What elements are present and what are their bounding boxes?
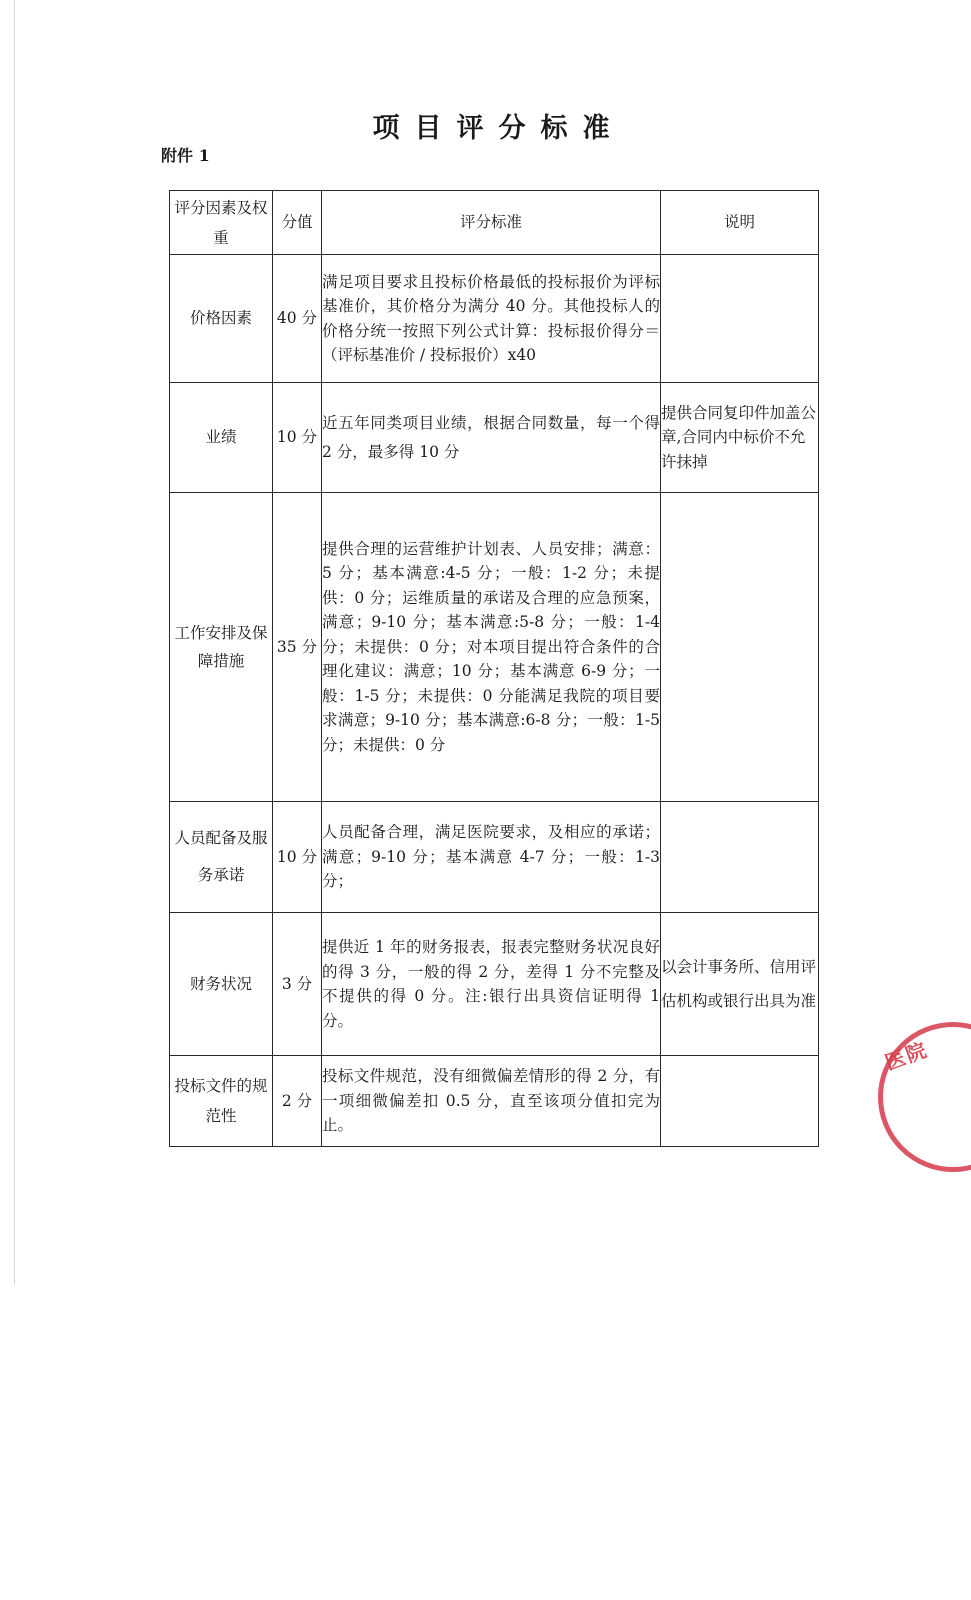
- note-cell: 提供合同复印件加盖公章,合同内中标价不允许抹掉: [661, 383, 819, 493]
- factor-cell: 工作安排及保障措施: [170, 493, 273, 802]
- note-cell: [661, 802, 819, 913]
- factor-cell: 业绩: [170, 383, 273, 493]
- scoring-criteria-table: [169, 190, 819, 1147]
- standard-cell: 提供近 1 年的财务报表，报表完整财务状况良好的得 3 分，一般的得 2 分，差得 1 分不完整及不提供的得 0 分。注:银行出具资信证明得 1 分。: [322, 913, 661, 1056]
- header-standard: 评分标准: [322, 191, 661, 255]
- note-cell: [661, 493, 819, 802]
- seal-text: 医院: [881, 1037, 932, 1075]
- header-note: 说明: [661, 191, 819, 255]
- table-header-row: [170, 191, 819, 255]
- table-row: [170, 255, 819, 383]
- standard-cell: 满足项目要求且投标价格最低的投标报价为评标基准价，其价格分为满分 40 分。其他投标人的价格分统一按照下列公式计算：投标报价得分＝（评标基准价 / 投标报价）x40: [322, 255, 661, 383]
- score-cell: 10 分: [273, 383, 322, 493]
- factor-cell: 价格因素: [170, 255, 273, 383]
- score-cell: 35 分: [273, 493, 322, 802]
- standard-cell: 提供合理的运营维护计划表、人员安排；满意： 5 分；基本满意:4-5 分；一般：1-2 分；未提供：0 分；运维质量的承诺及合理的应急预案，满意；9-10 分；基本满意:5-8 分；一般：1-4 分；未提供：0 分；对本项目提出符合条件的合理化建议：满意；10 分；基本满意 6-9 分；一般：1-5 分；未提供：0 分能满足我院的项目要求满意；9-10 分；基本满意:6-8 分；一般：1-5 分；未提供：0 分: [322, 493, 661, 802]
- factor-cell: 人员配备及服务承诺: [170, 802, 273, 913]
- standard-cell: 投标文件规范，没有细微偏差情形的得 2 分，有一项细微偏差扣 0.5 分，直至该项分值扣完为止。: [322, 1056, 661, 1147]
- note-cell: [661, 1056, 819, 1147]
- header-score: 分值: [273, 191, 322, 255]
- note-cell: [661, 255, 819, 383]
- factor-cell: 投标文件的规范性: [170, 1056, 273, 1147]
- standard-cell: 人员配备合理，满足医院要求，及相应的承诺；满意；9-10 分；基本满意 4-7 分；一般：1-3 分；: [322, 802, 661, 913]
- note-cell: 以会计事务所、信用评估机构或银行出具为准: [661, 913, 819, 1056]
- table-row: [170, 913, 819, 1056]
- score-cell: 3 分: [273, 913, 322, 1056]
- score-cell: 40 分: [273, 255, 322, 383]
- table-row: [170, 1056, 819, 1147]
- header-factor: 评分因素及权重: [170, 191, 273, 255]
- standard-cell: 近五年同类项目业绩，根据合同数量，每一个得 2 分，最多得 10 分: [322, 383, 661, 493]
- scan-page-edge: [14, 0, 15, 1285]
- table-row: [170, 493, 819, 802]
- factor-cell: 财务状况: [170, 913, 273, 1056]
- table-row: [170, 383, 819, 493]
- score-cell: 2 分: [273, 1056, 322, 1147]
- score-cell: 10 分: [273, 802, 322, 913]
- document-title: 项目评分标准: [372, 113, 625, 144]
- attachment-label: 附件 1: [161, 146, 210, 165]
- table-row: [170, 802, 819, 913]
